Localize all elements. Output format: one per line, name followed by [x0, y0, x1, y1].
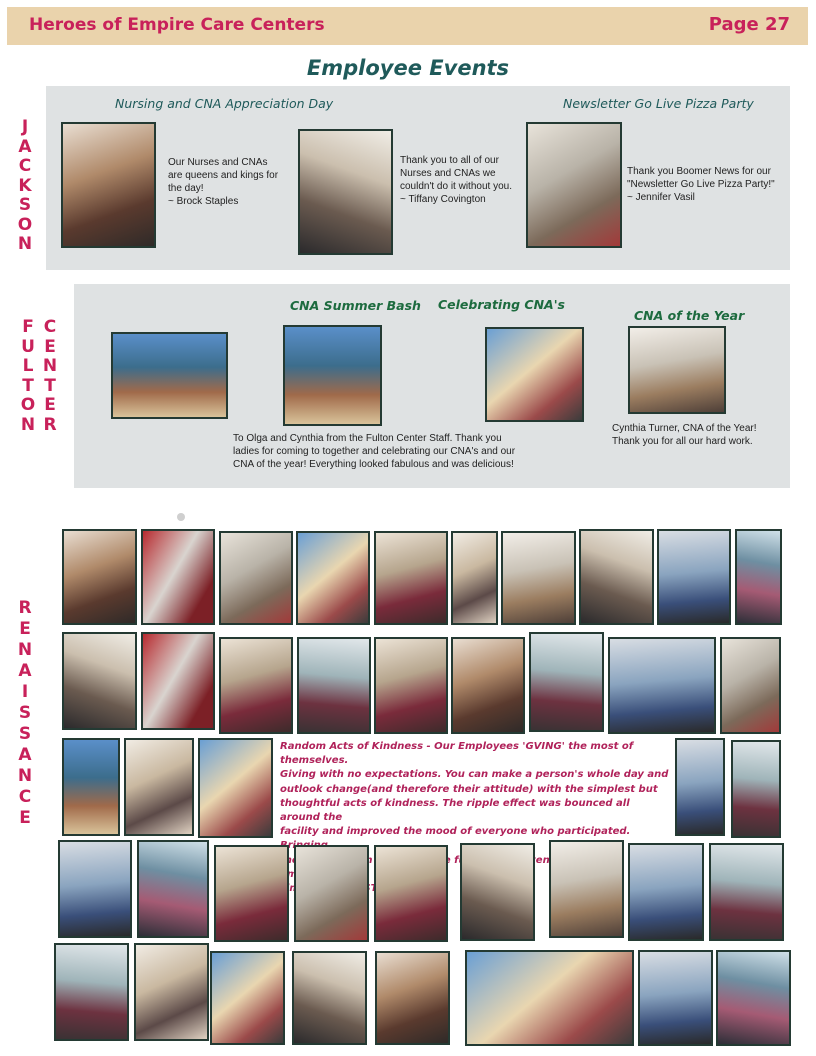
dot-mark: [177, 513, 185, 521]
photo-appreciation-buffet: [61, 122, 156, 248]
caption-brock-staples: Our Nurses and CNAs are queens and kings for the day! ~ Brock Staples: [168, 157, 279, 207]
newsletter-title: Heroes of Empire Care Centers: [29, 15, 325, 35]
photo-grid-tile: [608, 637, 716, 734]
photo-celebrating-cnas-table: [485, 327, 584, 422]
photo-grid-tile: [62, 738, 120, 836]
event-title-cna-of-the-year: CNA of the Year: [634, 308, 745, 323]
photo-grid-tile: [137, 840, 209, 938]
photo-grid-tile: [374, 845, 448, 942]
photo-grid-tile: [675, 738, 725, 836]
photo-grid-tile: [214, 845, 289, 942]
jackson-label: J A C K S O N: [17, 117, 33, 254]
photo-grid-tile: [62, 632, 137, 730]
photo-grid-tile: [720, 637, 781, 734]
caption-fulton-staff: To Olga and Cynthia from the Fulton Center Staff. Thank you ladies for coming to together and celebrating our CNA's and our CNA of the year! Everything looked fabulous and was delicious!: [233, 433, 516, 470]
photo-summer-bash-display: [283, 325, 382, 426]
photo-grid-tile: [451, 531, 498, 625]
photo-grid-tile: [709, 843, 784, 941]
photo-grid-tile: [54, 943, 129, 1041]
page-number: Page 27: [708, 14, 790, 35]
photo-grid-tile: [716, 950, 791, 1046]
photo-grid-tile: [549, 840, 624, 938]
photo-grid-tile: [451, 637, 525, 734]
photo-grid-tile: [657, 529, 731, 625]
photo-cna-of-the-year: [628, 326, 726, 414]
photo-grid-tile: [735, 529, 782, 625]
photo-grid-tile: [731, 740, 781, 838]
photo-summer-bash-table: [111, 332, 228, 419]
photo-grid-tile: [124, 738, 194, 836]
photo-grid-tile: [58, 840, 132, 938]
caption-cynthia-turner: Cynthia Turner, CNA of the Year! Thank you for all our hard work.: [612, 423, 757, 447]
photo-grid-tile: [296, 531, 370, 625]
photo-grid-tile: [374, 637, 448, 734]
photo-grid-tile: [292, 951, 367, 1045]
photo-grid-tile: [294, 845, 369, 942]
renaissance-label: R E N A I S S A N C E: [17, 598, 33, 828]
center-label: C E N T E R: [42, 317, 58, 435]
event-title-celebrating-cnas: Celebrating CNA's: [438, 297, 565, 312]
page-header: [7, 7, 808, 45]
photo-grid-tile: [460, 843, 535, 941]
photo-grid-tile: [219, 531, 293, 625]
kindness-paragraph: Random Acts of Kindness - Our Employees 'GVING' the most of themselves. Giving with no expectations. You can make a person's whole day and outlook change(and therefore their attitude) with the simplest but thoughtful acts of kindness. The ripple effect was bounced all around the facility and improved the mood of everyone who participated. the even: [280, 741, 669, 866]
photo-grid-tile: [579, 529, 654, 625]
photo-grid-tile: [297, 637, 371, 734]
photo-grid-tile: [375, 951, 450, 1045]
section-title: Employee Events: [306, 56, 510, 80]
photo-grid-tile: [62, 529, 137, 625]
photo-appreciation-dining-room: [298, 129, 393, 255]
event-title-pizza-party: Newsletter Go Live Pizza Party: [563, 96, 754, 111]
photo-grid-tile: [219, 637, 293, 734]
event-title-summer-bash: CNA Summer Bash: [290, 298, 421, 313]
photo-grid-tile: [198, 738, 273, 838]
photo-grid-tile: [628, 843, 704, 941]
photo-grid-tile: [141, 632, 215, 730]
photo-grid-tile: [210, 951, 285, 1045]
photo-grid-tile: [141, 529, 215, 625]
caption-jennifer-vasil: Thank you Boomer News for our "Newsletter Go Live Pizza Party!" ~ Jennifer Vasil: [627, 166, 775, 203]
fulton-label: F U L T O N: [20, 317, 36, 435]
photo-grid-tile: [638, 950, 713, 1046]
photo-grid-tile: [529, 632, 604, 732]
photo-grid-tile: [134, 943, 209, 1041]
photo-grid-tile: [465, 950, 634, 1046]
photo-grid-tile: [501, 531, 576, 625]
event-title-appreciation-day: Nursing and CNA Appreciation Day: [115, 96, 334, 111]
caption-tiffany-covington: Thank you to all of our Nurses and CNAs we couldn't do it without you. ~ Tiffany Covington: [400, 155, 512, 205]
photo-grid-tile: [374, 531, 448, 625]
photo-pizza-party: [526, 122, 622, 248]
